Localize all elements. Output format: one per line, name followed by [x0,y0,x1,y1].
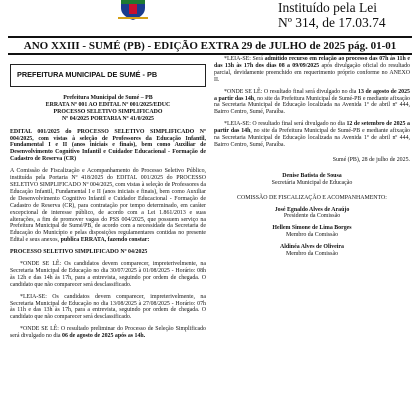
errata-item-onde: *ONDE SE LÊ: Os candidatos devem comparecer, impreterivelmente, na Secretaria Municipal de Educação no dia 30/07/2025 à 01/08/2025 - Horário: 08h às 12h e das 14h às 17h, para a entrevista, seguindo por ordem de chegada. O candidato que não comparecer será desclassificado. [10,261,206,288]
item-bold-text: 06 de agosto de 2025 após as 14h. [62,333,146,340]
pss-title: PROCESSO SELETIVO SIMPLIFICADO Nº 04/2025 [10,249,148,256]
item-text: *LEIA-SE: O resultado final será divulgado no dia [224,121,345,128]
right-column [214,56,410,263]
top-rule [8,36,412,38]
signer-name: José Egnaldo Alves de Araújo [274,206,350,213]
body-bold-text: publica ERRATA, fazendo constar: [60,237,150,244]
heading-line: ERRATA Nº 001 AO EDITAL Nº 001/2025/EDUC [45,101,171,108]
signer-name: Denise Batista de Sousa [282,172,342,179]
municipal-crest-icon [118,0,148,20]
heading-line: Prefeitura Municipal de Sumé – PB [63,95,153,101]
heading-line: PROCESSO SELETIVO SIMPLIFICADO [53,108,163,115]
signer-name: Aldinéa Alves de Oliveira [280,244,344,251]
institution-line-2: Nº 314, de 17.03.74 [278,15,386,30]
left-column [10,56,206,345]
item-text: , no site da Prefeitura Municipal de Sumé-PB e mediante afixação na Secretaria Municipal de Educação localizada na Avenida 1º de abril nº 444, Bairro Centro, Sumé, Paraíba. [214,95,410,116]
errata-item-recurso [214,56,410,84]
errata-heading [10,95,206,123]
item-text: após divulgação oficial do resultado parcial, devidamente preenchido em requerimento próprio conforme no ANEXO II. [214,62,411,83]
item-text: *LEIA-SE: Será [224,56,263,62]
signature-block [214,225,410,239]
heading-line: Nº 04/2025 PORTARIA Nº 41/0/2025 [62,115,154,122]
institution-note [278,0,386,30]
signature-block [214,207,410,221]
errata-item-resultado-final-onde [214,89,410,117]
masthead [0,0,420,34]
prefeitura-header: PREFEITURA MUNICIPAL DE SUMÉ - PB [10,64,206,87]
errata-item-resultado-final-leia [214,121,410,149]
signer-name: Hellem Simone de Lima Borges [272,225,352,232]
item-text: *ONDE SE LÊ: O resultado preliminar do Processo de Seleção Simplificado será divulgado no dia [10,326,206,340]
signature-block [214,173,410,187]
errata-item-resultado-preliminar [10,326,206,340]
edition-line: ANO XXIII - SUMÉ (PB) - EDIÇÃO EXTRA 29 de JULHO de 2025 pág. 01-01 [23,40,397,52]
body-text: A Comissão de Fiscalização e Acompanhamento do Processo Seletivo Público, instituída pela Portaria Nº 418/2025 do EDITAL 001/2025 do PROCESSO SELETIVO SIMPLIFICADO Nº 004/2025, com vistas à seleção de Professores da Educação Infantil, Fundamental I e II (anos iniciais e finais), bem como Auxiliar de Desenvolvimento Cognitivo Infantil e Cuidador Educacional - Formação de Cadastro de Reserva (CR), para contratação por tempo determinado, em caráter excepcional de interesse público, de acordo com a Lei 1.861/2013 e suas alterações, a fim de promover vagas do PSS 004/2025, que possuem serviço na Prefeitura Municipal de Sumé/PB, de acordo com a necessidade da Secretaria de Educação do Município e pelas disposições regulamentares contidas no presente Edital e seus anexos, [10,168,206,244]
signer-role: Membro da Comissão [285,251,339,258]
commission-heading: COMISSÃO DE FISCALIZAÇÃO E ACOMPANHAMENTO: [237,194,387,201]
signature-block [214,244,410,258]
body-paragraph [10,168,206,244]
edital-summary: EDITAL 001/2025 do PROCESSO SELETIVO SIMPLIFICADO Nº 004/2025, com vistas à seleção de Professores da Educação Infantil, Fundamental I e II (anos iniciais e finais), bem como Auxiliar de Desenvolvimento Cognitivo Infantil e Cuidador Educacional - Formação de Cadastro de Reserva (CR) [10,128,206,163]
signer-role: Presidente da Comissão [283,213,341,220]
signing-date: Sumé (PB), 28 de julho de 2025. [332,156,410,163]
institution-line-1: Instituído pela Lei [278,0,377,15]
errata-item-leia: *LEIA-SE: Os candidatos devem comparecer, impreterivelmente, na Secretaria Municipal de Educação no dia 13/08/2025 à 27/08/2025 - Horário: 07h às 11h e das 13h às 17h, para a entrevista, seguindo por ordem de chegada. O candidato que não comparecer será desclassificado. [10,293,206,321]
item-bold-text: 13 de agosto de 2025 a partir das 14h [214,88,410,102]
item-bold-text: admitido recurso em relação ao processo das 07h às 11h e das 13h às 17h dos dias 08 a 09/09/2025 [214,56,410,69]
item-bold-text: 12 de setembro de 2025 a partir das 14h [214,121,410,135]
item-text: , no site da Prefeitura Municipal de Sumé-PB e mediante afixação na Secretaria Municipal de Educação localizada na Avenida 1º de abril nº 444, Bairro Centro, Sumé, Paraíba. [214,128,411,148]
edition-rule [8,53,412,55]
signer-role: Membro da Comissão [285,232,339,239]
item-text: *ONDE SE LÊ: O resultado final será divulgado no dia [224,88,357,95]
signer-role: Secretária Municipal de Educação [271,179,353,186]
